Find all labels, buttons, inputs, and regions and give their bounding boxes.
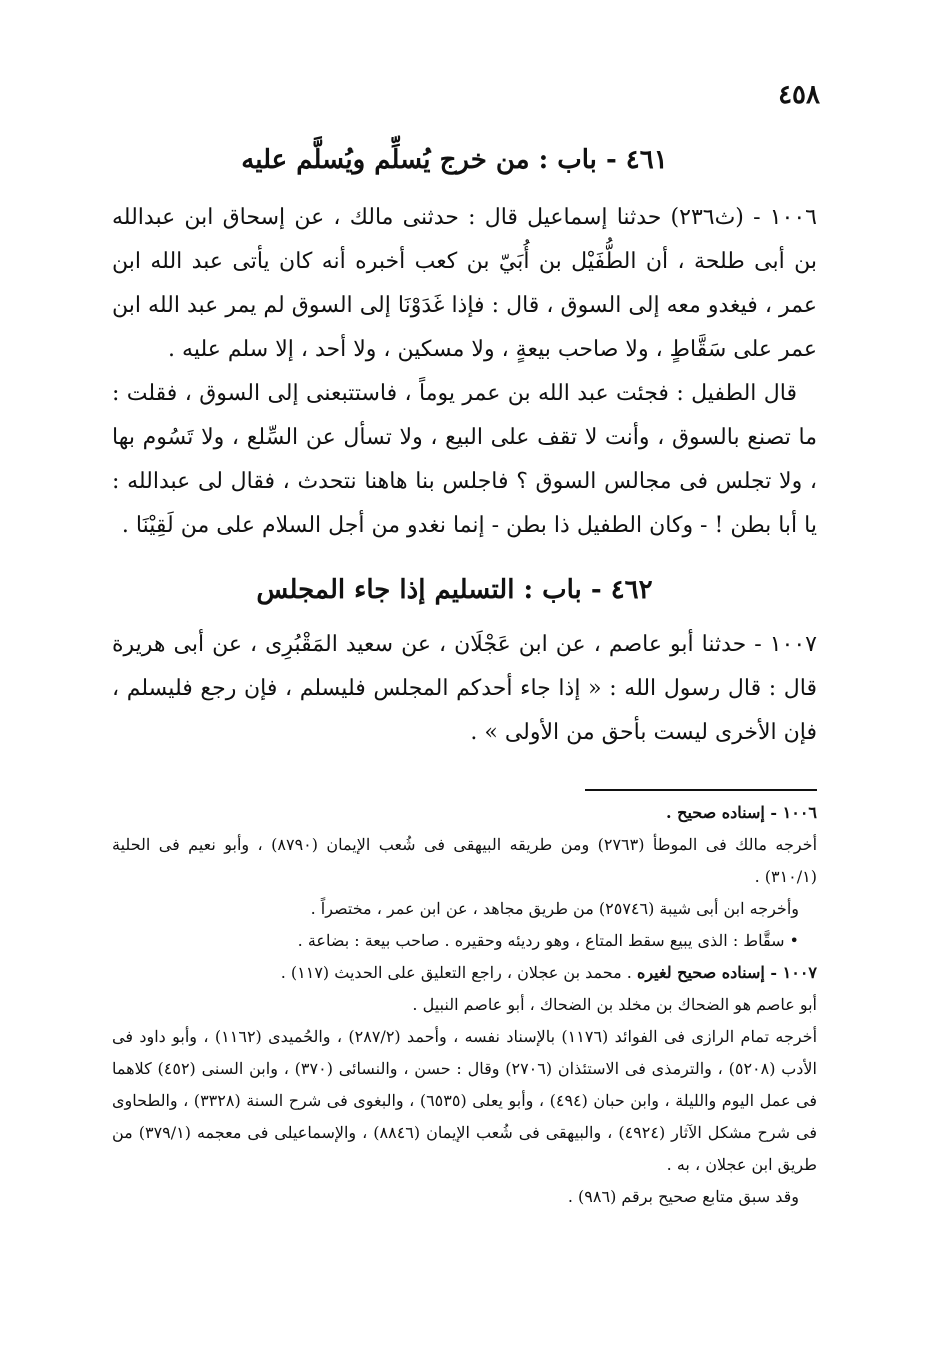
hadith-1006-continuation: قال الطفيل : فجئت عبد الله بن عمر يوماً ، فاستتبعنى إلى السوق ، فقلت : ما تصنع بالسوق ، وأنت لا تقف على البيع ، ولا تسأل عن السِّلع ، ولا تَسُوم بها ، ولا تجلس فى مجالس السوق ؟ فاجلس بنا هاهنا نتحدث ، فقال لى عبدالله : يا أبا بطن ! - وكان الطفيل ذا بطن - إنما نغدو من أجل السلام على من لَقِيْنَا . [112, 381, 817, 539]
footnote-1007-heading: ١٠٠٧ - إسناده صحيح لغيره [636, 962, 817, 982]
page-number: ٤٥٨ [778, 80, 820, 110]
footnote-1006-glossary: • سقَّاط : الذى يبيع سقط المتاع ، وهو رديئه وحقيره . صاحب بيعة : بضاعة . [297, 930, 799, 950]
footnote-1006-ibn-abi-shayba: وأخرجه ابن أبى شيبة (٢٥٧٤٦) من طريق مجاهد ، عن ابن عمر ، مختصراً . [310, 898, 799, 918]
footnote-1007-narrator: أبو عاصم هو الضحاك بن مخلد بن الضحاك ، أبو عاصم النبيل . [412, 994, 817, 1014]
footnote-1007-heading-rest: . محمد بن عجلان ، راجع التعليق على الحديث (١١٧) . [280, 962, 637, 982]
footnote-1007-heading-line [112, 957, 817, 989]
footnote-1006-sources: أخرجه مالك فى الموطأ (٢٧٦٣) ومن طريقه البيهقى فى شُعب الإيمان (٨٧٩٠) ، وأبو نعيم فى الحلية (٣١٠/١) . [112, 834, 818, 886]
footnote-divider [585, 789, 817, 791]
page-content [112, 142, 817, 1213]
hadith-1006-text: ١٠٠٦ - (ث٢٣٦) حدثنا إسماعيل قال : حدثنى مالك ، عن إسحاق ابن عبدالله بن أبى طلحة ، أن الطُّفَيْل بن أُبَيّ بن كعب أخبره أنه كان يأتى عبد الله ابن عمر ، فيغدو معه إلى السوق ، قال : فإذا غَدَوْنَا إلى السوق لم يمر عبد الله ابن عمر على سَقَّاطٍ ، ولا صاحب بيعةٍ ، ولا مسكين ، ولا أحد ، إلا سلم عليه . [112, 205, 817, 363]
footnote-1006-heading: ١٠٠٦ - إسناده صحيح . [666, 802, 817, 822]
hadith-1007-text: ١٠٠٧ - حدثنا أبو عاصم ، عن ابن عَجْلَان ، عن سعيد المَقْبُرِى ، عن أبى هريرة قال : قال رسول الله : « إذا جاء أحدكم المجلس فليسلم ، فإن رجع فليسلم ، فإن الأخرى ليست بأحق من الأولى » . [112, 631, 817, 745]
footnotes [112, 797, 817, 1213]
footnote-1007-corroboration: وقد سبق متابع صحيح برقم (٩٨٦) . [567, 1186, 799, 1206]
footnote-1007-sources: أخرجه تمام الرازى فى الفوائد (١١٧٦) بالإسناد نفسه ، وأحمد (٢٨٧/٢) ، والحُميدى (١١٦٢) ، وأبو داود فى الأدب (٥٢٠٨) ، والترمذى فى الاستئذان (٢٧٠٦) وقال : حسن ، والنسائى (٣٧٠) ، وابن السنى (٤٥٢) كلاهما فى عمل اليوم والليلة ، وابن حبان (٤٩٤) ، وأبو يعلى (٦٥٣٥) ، والبغوى فى شرح السنة (٣٣٢٨) ، والطحاوى فى شرح مشكل الآثار (٤٩٢٤) ، والبيهقى فى شُعب الإيمان (٨٨٤٦) ، والإسماعيلى فى معجمه (٣٧٩/١) من طريق ابن عجلان ، به . [112, 1026, 818, 1174]
chapter-462-title: ٤٦٢ - باب : التسليم إذا جاء المجلس [256, 575, 653, 606]
chapter-461-title: ٤٦١ - باب : من خرج يُسلِّم ويُسلَّم عليه [241, 145, 668, 175]
